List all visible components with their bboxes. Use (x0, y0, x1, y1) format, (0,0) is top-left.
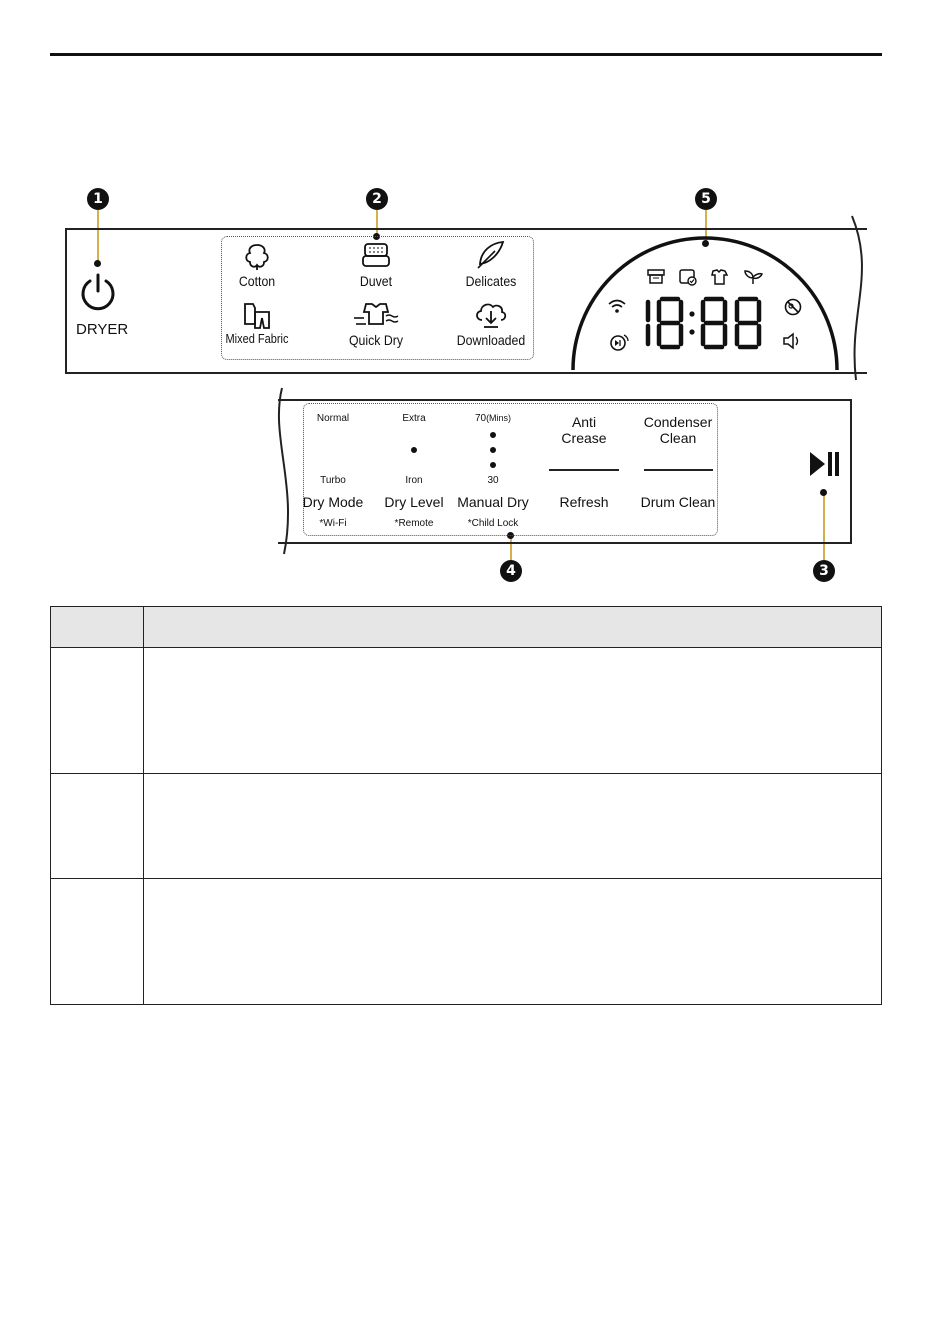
program-downloaded[interactable]: Downloaded (436, 300, 546, 348)
dry-level-button[interactable]: Dry Level (384, 494, 444, 510)
dry-mode-label[interactable]: Dry Mode (302, 494, 364, 510)
wifi-hold-label: *Wi-Fi (319, 518, 347, 529)
dry-level-indicator (411, 447, 417, 453)
description-table (50, 606, 882, 1005)
power-label: DRYER (76, 321, 129, 338)
remote-start-icon (609, 332, 631, 352)
play-pause-icon[interactable] (808, 450, 840, 480)
manual-dry-high-label (453, 413, 533, 424)
manual-dry-indicator-1 (490, 432, 496, 438)
callout-1: 1 (87, 188, 109, 210)
drum-check-icon (678, 268, 698, 286)
cloud-download-icon (473, 300, 509, 330)
manual-dry-unit: (Mins) (486, 413, 512, 423)
anti-crease-label-1: Anti (571, 414, 597, 430)
shirt-icon (710, 268, 730, 286)
table-cell (144, 648, 882, 774)
dry-level-high-label: Extra (402, 413, 426, 424)
panel-curved-edge-upper (846, 214, 876, 382)
mixed-fabric-icon (241, 300, 273, 330)
plant-icon (742, 268, 764, 286)
manual-dry-indicator-2 (490, 447, 496, 453)
callout-3: 3 (813, 560, 835, 582)
callout-4: 4 (500, 560, 522, 582)
table-cell (51, 648, 144, 774)
refresh-button[interactable]: Refresh (559, 494, 609, 510)
manual-dry-button[interactable]: Manual Dry (457, 494, 529, 510)
anti-crease-label-2: Crease (561, 430, 607, 446)
panel-curved-edge-lower (268, 386, 298, 556)
dry-mode-low-label: Turbo (320, 475, 346, 486)
condenser-label-2: Clean (659, 430, 697, 446)
program-quick-dry[interactable]: Quick Dry (321, 300, 431, 348)
program-mixed-fabric[interactable]: Mixed Fabric (202, 300, 312, 346)
quick-dry-icon (352, 300, 400, 330)
program-cotton[interactable]: Cotton (202, 239, 312, 289)
condenser-clean-button[interactable] (634, 414, 722, 446)
table-header-cell-1 (51, 607, 144, 648)
condenser-label-1: Condenser (643, 414, 713, 430)
table-row (51, 648, 882, 774)
dry-mode-button[interactable]: Normal (316, 413, 350, 424)
power-icon[interactable] (79, 272, 117, 312)
child-lock-hold-label: *Child Lock (467, 518, 519, 529)
duvet-icon (360, 239, 392, 271)
condenser-divider (644, 469, 713, 471)
callout-2: 2 (366, 188, 388, 210)
drum-clean-button[interactable]: Drum Clean (640, 494, 716, 510)
manual-dry-max: 70 (474, 413, 487, 424)
table-header-row (51, 607, 882, 648)
callout-5: 5 (695, 188, 717, 210)
table-cell (144, 879, 882, 1005)
anti-crease-button[interactable] (544, 414, 624, 446)
feather-icon (475, 239, 507, 271)
table-cell (51, 774, 144, 879)
child-lock-icon (783, 297, 803, 317)
sound-icon (782, 332, 804, 350)
top-rule (50, 53, 882, 56)
dry-level-low-label: Iron (405, 475, 423, 486)
table-cell (144, 774, 882, 879)
anti-crease-divider (549, 469, 619, 471)
program-delicates[interactable]: Delicates (436, 239, 546, 289)
seven-segment-display (640, 296, 772, 350)
program-duvet[interactable]: Duvet (321, 239, 431, 289)
wifi-icon (607, 297, 627, 315)
table-header-cell-2 (144, 607, 882, 648)
manual-dry-low-label: 30 (487, 475, 499, 486)
table-cell (51, 879, 144, 1005)
manual-dry-indicator-3 (490, 462, 496, 468)
table-row (51, 774, 882, 879)
cotton-icon (241, 239, 273, 271)
table-row (51, 879, 882, 1005)
remote-hold-label: *Remote (394, 518, 434, 529)
filter-icon (646, 268, 666, 286)
